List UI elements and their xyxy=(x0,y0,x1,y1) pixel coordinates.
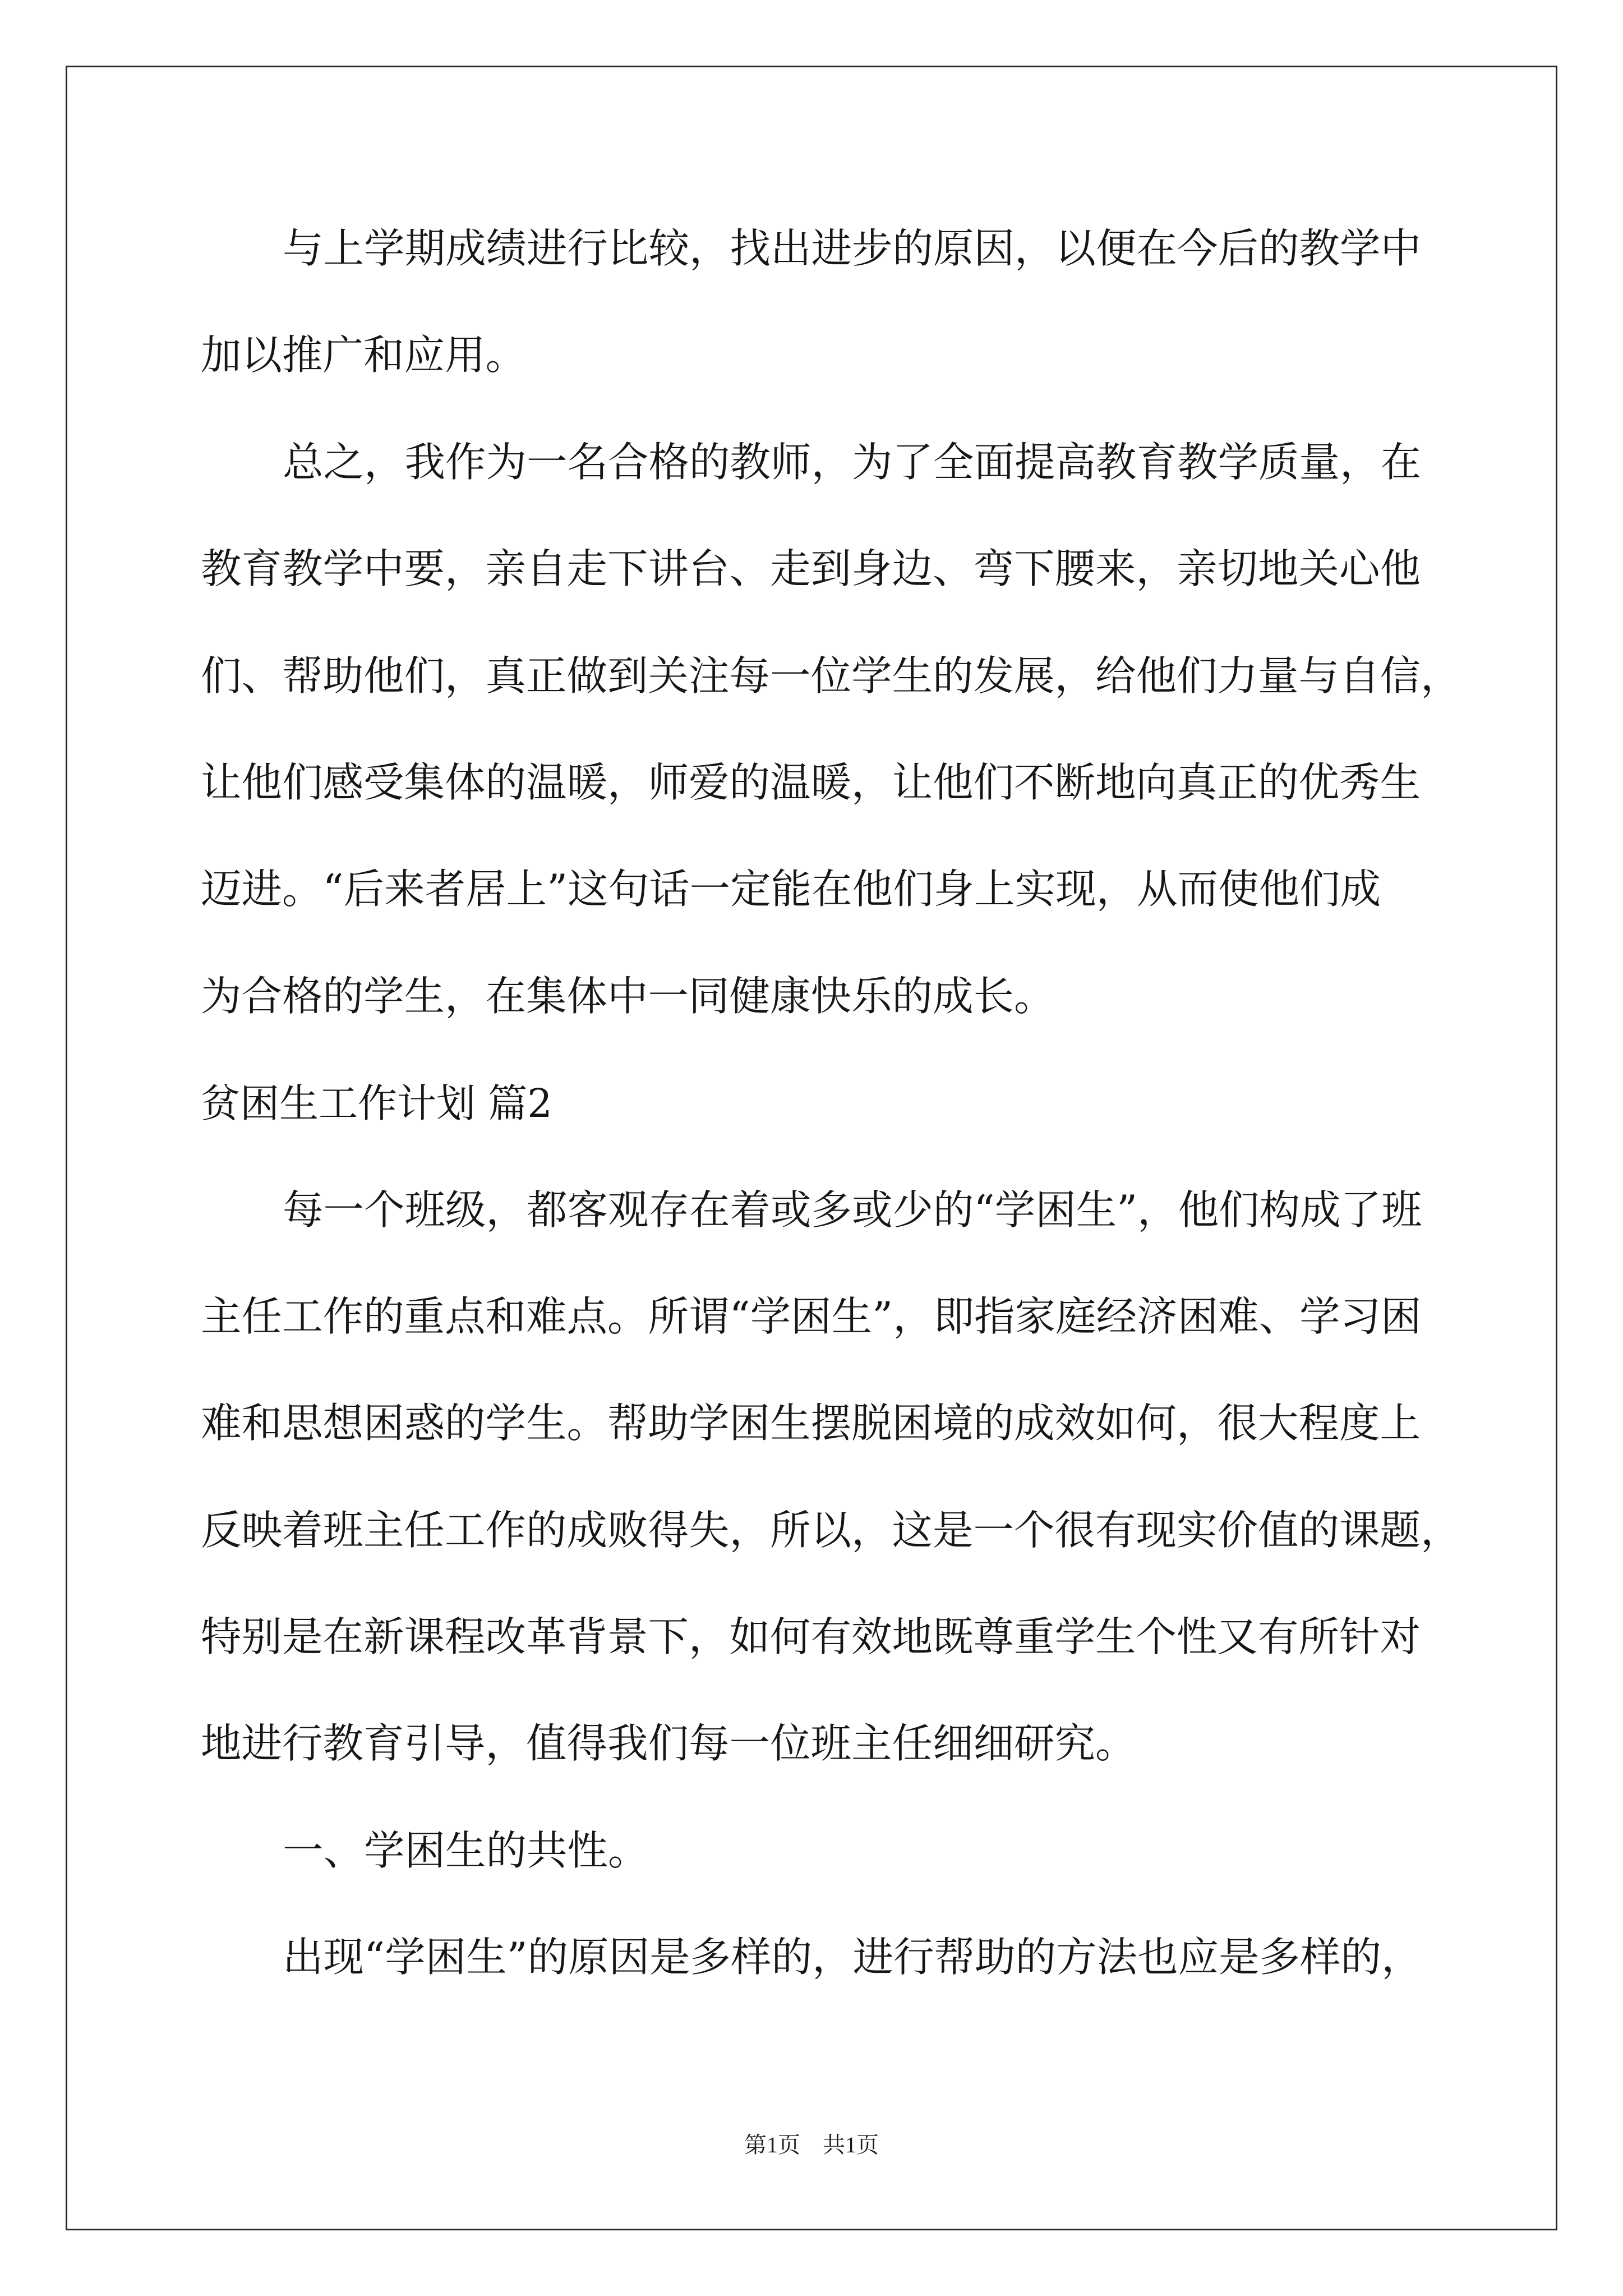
body-text-line: 地进行教育引导，值得我们每一位班主任细细研究。 xyxy=(201,1720,1136,1768)
page-footer: 第1页 共1页 xyxy=(744,2132,879,2157)
subheading-text-line: 一、学困生的共性。 xyxy=(283,1827,649,1875)
body-text-line: 出现“学困生”的原因是多样的，进行帮助的方法也应是多样的， xyxy=(283,1934,1422,1982)
body-text-line: 与上学期成绩进行比较，找出进步的原因，以便在今后的教学中 xyxy=(283,226,1421,273)
body-text-line: 迈进。“后来者居上”这句话一定能在他们身上实现，从而使他们成 xyxy=(201,866,1381,914)
body-text-line: 每一个班级，都客观存在着或多或少的“学困生”，他们构成了班 xyxy=(283,1186,1422,1234)
subheading-paragraph xyxy=(201,1798,1547,1904)
body-text-line: 让他们感受集体的温暖，师爱的温暖，让他们不断地向真正的优秀生 xyxy=(201,759,1421,807)
body-text-line: 主任工作的重点和难点。所谓“学困生”，即指家庭经济困难、学习困 xyxy=(201,1293,1422,1341)
paragraph xyxy=(201,196,1547,409)
body-text-line: 特别是在新课程改革背景下，如何有效地既尊重学生个性又有所针对 xyxy=(201,1614,1421,1662)
body-text-line: 们、帮助他们，真正做到关注每一位学生的发展，给他们力量与自信， xyxy=(201,652,1461,700)
body-text-line: 难和思想困惑的学生。帮助学困生摆脱困境的成效如何，很大程度上 xyxy=(201,1400,1421,1448)
paragraph xyxy=(201,409,1547,1050)
body-text-line: 加以推广和应用。 xyxy=(201,332,526,380)
paragraph xyxy=(201,1157,1547,1798)
document-body xyxy=(201,196,1547,2012)
section-heading: 贫困生工作计划 篇2 xyxy=(201,1080,552,1127)
body-text-line: 反映着班主任工作的成败得失，所以，这是一个很有现实价值的课题， xyxy=(201,1507,1461,1554)
body-text-line: 总之，我作为一名合格的教师，为了全面提高教育教学质量，在 xyxy=(283,439,1421,486)
body-text-line: 教育教学中要，亲自走下讲台、走到身边、弯下腰来，亲切地关心他 xyxy=(201,546,1421,593)
paragraph xyxy=(201,1904,1547,2011)
body-text-line: 为合格的学生，在集体中一同健康快乐的成长。 xyxy=(201,973,1055,1020)
